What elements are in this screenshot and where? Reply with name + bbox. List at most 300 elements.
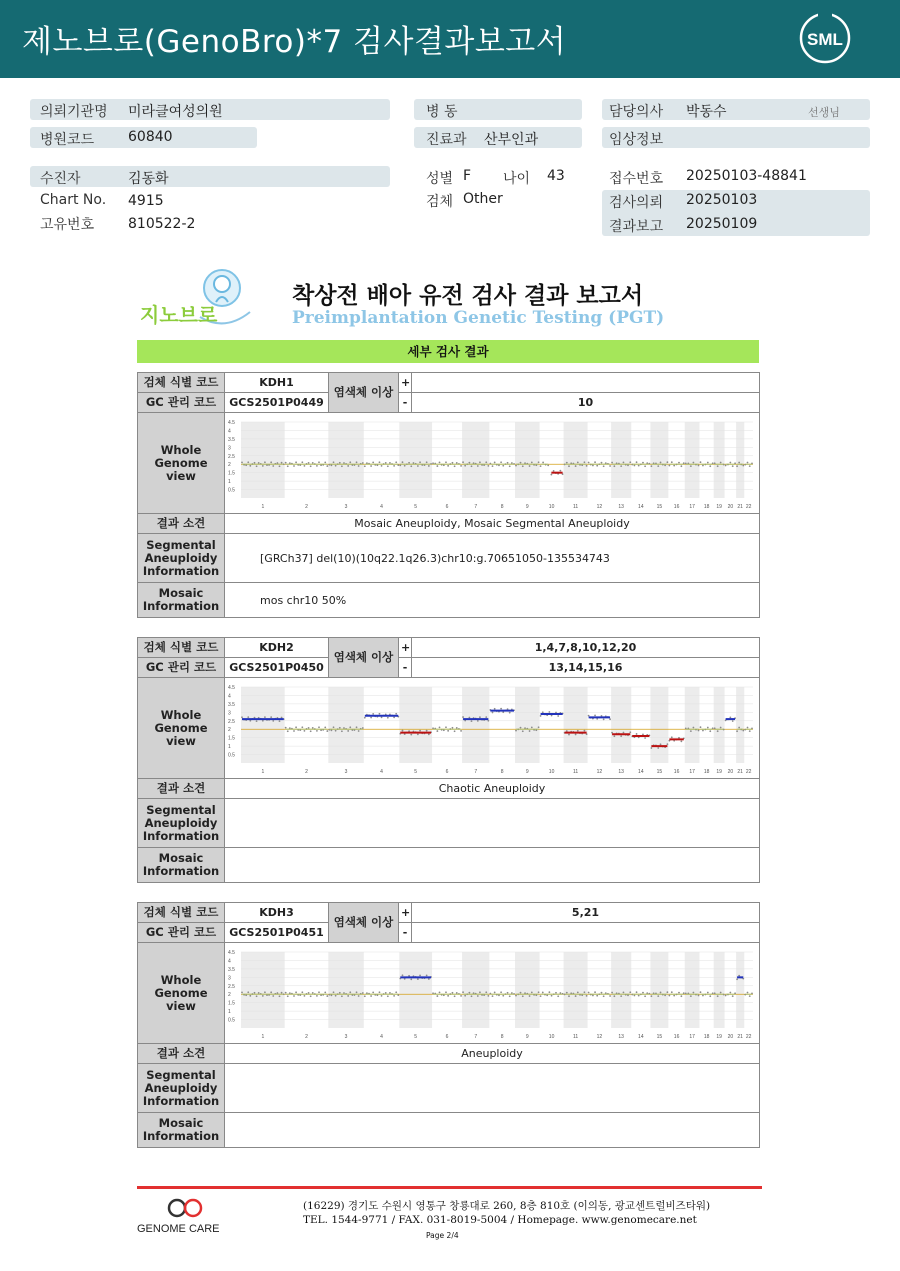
data-point — [385, 991, 387, 993]
data-point — [447, 464, 449, 466]
data-point — [542, 711, 544, 713]
data-point — [456, 992, 458, 994]
data-point — [557, 715, 559, 717]
data-point — [601, 461, 603, 463]
data-point — [272, 465, 274, 467]
data-point — [742, 464, 744, 466]
data-point — [468, 461, 470, 463]
data-point — [460, 730, 462, 732]
data-point — [349, 991, 351, 993]
x-tick-label: 3 — [344, 1033, 348, 1040]
data-point — [511, 992, 513, 994]
finding-label: 결과 소견 — [138, 1044, 225, 1064]
y-tick-label: 4.5 — [228, 419, 235, 426]
age-value: 43 — [547, 168, 565, 184]
y-tick-label: 3 — [228, 444, 231, 451]
data-point — [531, 726, 533, 728]
data-point — [324, 991, 326, 993]
data-point — [700, 726, 702, 728]
data-point — [502, 994, 504, 996]
x-tick-label: 11 — [572, 1033, 579, 1040]
data-point — [471, 465, 473, 467]
data-point — [551, 994, 553, 996]
data-point — [494, 461, 496, 463]
x-tick-label: 7 — [474, 768, 478, 775]
gc-code: GCS2501P0449 — [225, 393, 329, 413]
data-point — [293, 730, 295, 732]
chart-no-label: Chart No. — [40, 192, 107, 208]
data-point — [605, 462, 607, 464]
x-tick-label: 15 — [656, 768, 663, 775]
gain-list: 1,4,7,8,10,12,20 — [412, 638, 760, 658]
data-point — [312, 726, 314, 728]
data-point — [464, 994, 466, 996]
data-point — [364, 465, 366, 467]
data-point — [550, 473, 552, 475]
data-point — [460, 465, 462, 467]
data-point — [362, 992, 364, 994]
data-point — [634, 994, 636, 996]
x-tick-label: 18 — [703, 1033, 710, 1040]
data-point — [462, 461, 464, 463]
sex-value: F — [463, 168, 472, 184]
data-point — [381, 716, 383, 718]
gc-code: GCS2501P0450 — [225, 658, 329, 678]
data-point — [664, 994, 666, 996]
data-point — [566, 461, 568, 463]
data-point — [509, 995, 511, 997]
data-point — [247, 716, 249, 718]
data-point — [343, 992, 345, 994]
data-point — [642, 991, 644, 993]
x-tick-label: 12 — [596, 1033, 603, 1040]
y-tick-label: 2.5 — [228, 718, 235, 725]
x-tick-label: 6 — [445, 768, 449, 775]
data-point — [666, 991, 668, 993]
specimen-value: Other — [463, 191, 503, 207]
data-point — [318, 991, 320, 993]
data-point — [531, 991, 533, 993]
chrom-band — [685, 687, 700, 763]
genome-chart-cell — [225, 413, 760, 514]
x-tick-label: 16 — [673, 503, 680, 510]
id-value: 810522-2 — [128, 216, 196, 232]
data-point — [522, 465, 524, 467]
data-point — [339, 461, 341, 463]
data-point — [270, 716, 272, 718]
data-point — [241, 461, 243, 463]
data-point — [477, 719, 479, 721]
svg-text:SML: SML — [807, 30, 843, 49]
data-point — [304, 465, 306, 467]
x-tick-label: 3 — [344, 768, 348, 775]
chrom-band — [515, 687, 540, 763]
data-point — [605, 992, 607, 994]
x-tick-label: 11 — [572, 768, 579, 775]
x-tick-label: 17 — [689, 503, 695, 510]
chrom-band — [611, 422, 631, 498]
data-point — [529, 730, 531, 732]
data-point — [456, 727, 458, 729]
chrom-band — [399, 687, 432, 763]
data-point — [364, 716, 366, 718]
data-point — [650, 995, 652, 997]
page-number: Page 2/4 — [426, 1231, 459, 1240]
y-tick-label: 4 — [228, 957, 231, 964]
data-point — [468, 991, 470, 993]
data-point — [707, 726, 709, 728]
data-point — [611, 461, 613, 463]
page-header — [0, 0, 900, 78]
data-point — [372, 991, 374, 993]
request-value: 20250103 — [686, 192, 758, 208]
y-tick-label: 2.5 — [228, 453, 235, 460]
data-point — [538, 991, 540, 993]
data-point — [538, 461, 540, 463]
data-point — [356, 726, 358, 728]
data-point — [586, 994, 588, 996]
data-point — [335, 994, 337, 996]
data-point — [492, 995, 494, 997]
svg-text:GENOME CARE: GENOME CARE — [137, 1223, 220, 1235]
data-point — [522, 730, 524, 732]
data-point — [356, 461, 358, 463]
data-point — [747, 726, 749, 728]
ward-label: 병 동 — [426, 104, 458, 120]
x-tick-label: 17 — [689, 1033, 695, 1040]
segmental-value — [225, 1064, 760, 1113]
genome-chart-cell — [225, 678, 760, 779]
data-point — [387, 995, 389, 997]
data-point — [657, 465, 659, 467]
data-point — [439, 461, 441, 463]
data-point — [254, 461, 256, 463]
data-point — [436, 995, 438, 997]
data-point — [575, 733, 577, 735]
svg-text:지노브로: 지노브로 — [140, 303, 218, 327]
data-point — [379, 712, 381, 714]
data-point — [666, 461, 668, 463]
sample-table — [137, 637, 760, 883]
segmental-label: Segmental Aneuploidy Information — [138, 534, 225, 583]
data-point — [285, 726, 287, 728]
data-point — [356, 991, 358, 993]
x-tick-label: 9 — [525, 1033, 529, 1040]
data-point — [310, 730, 312, 732]
data-point — [546, 994, 548, 996]
x-tick-label: 12 — [596, 503, 603, 510]
x-tick-label: 20 — [727, 503, 734, 510]
data-point — [256, 465, 258, 467]
data-point — [477, 995, 479, 997]
data-point — [436, 730, 438, 732]
data-point — [520, 461, 522, 463]
x-tick-label: 19 — [716, 503, 722, 510]
chrom-band — [650, 422, 668, 498]
hospital-code-label: 병원코드 — [40, 132, 95, 148]
data-point — [264, 716, 266, 718]
data-point — [511, 462, 513, 464]
data-point — [638, 994, 640, 996]
x-tick-label: 3 — [344, 503, 348, 510]
data-point — [749, 995, 751, 997]
segmental-value — [225, 799, 760, 848]
chrom-band — [611, 687, 631, 763]
x-tick-label: 13 — [618, 1033, 624, 1040]
data-point — [644, 465, 646, 467]
chrom-band — [241, 687, 285, 763]
data-point — [426, 729, 428, 731]
data-point — [707, 461, 709, 463]
data-point — [428, 733, 430, 735]
x-tick-label: 11 — [572, 503, 579, 510]
data-point — [387, 465, 389, 467]
data-point — [678, 991, 680, 993]
data-point — [479, 461, 481, 463]
data-point — [507, 461, 509, 463]
data-point — [720, 461, 722, 463]
data-point — [542, 991, 544, 993]
mosaic-value: mos chr10 50% — [225, 583, 760, 618]
finding-value: Aneuploidy — [225, 1044, 760, 1064]
loss-list — [412, 923, 760, 943]
x-tick-label: 10 — [548, 768, 555, 775]
x-tick-label: 14 — [638, 768, 644, 775]
finding-label: 결과 소견 — [138, 514, 225, 534]
data-point — [445, 461, 447, 463]
data-point — [358, 465, 360, 467]
data-point — [264, 461, 266, 463]
data-point — [241, 991, 243, 993]
y-tick-label: 1 — [228, 743, 231, 750]
data-point — [594, 714, 596, 716]
data-point — [693, 726, 695, 728]
data-point — [335, 729, 337, 731]
segmental-label: Segmental Aneuploidy Information — [138, 799, 225, 848]
data-point — [262, 995, 264, 997]
chrom-band — [515, 422, 540, 498]
sample-table — [137, 372, 760, 618]
data-point — [347, 465, 349, 467]
data-point — [747, 461, 749, 463]
mosaic-label: Mosaic Information — [138, 848, 225, 883]
x-tick-label: 5 — [414, 503, 418, 510]
chrom-abn-label: 염색체 이상 — [329, 903, 399, 943]
data-point — [507, 991, 509, 993]
data-point — [477, 465, 479, 467]
data-point — [529, 465, 531, 467]
x-tick-label: 1 — [261, 768, 265, 775]
data-point — [613, 735, 615, 737]
data-point — [636, 733, 638, 735]
data-point — [362, 727, 364, 729]
data-point — [462, 991, 464, 993]
data-point — [485, 991, 487, 993]
data-point — [410, 978, 412, 980]
data-point — [393, 994, 395, 996]
data-point — [471, 720, 473, 722]
data-point — [671, 461, 673, 463]
chrom-band — [736, 952, 744, 1028]
data-point — [553, 469, 555, 471]
data-point — [393, 716, 395, 718]
hospital-code-value: 60840 — [128, 129, 173, 145]
sample-code-label: 검체 식별 코드 — [138, 373, 225, 393]
chrom-abn-label: 염색체 이상 — [329, 373, 399, 413]
minus-sign: - — [399, 923, 412, 943]
x-tick-label: 10 — [548, 1033, 555, 1040]
y-tick-label: 4 — [228, 427, 231, 434]
chrom-band — [241, 422, 285, 498]
finding-label: 결과 소견 — [138, 779, 225, 799]
chrom-band — [462, 687, 489, 763]
page-title: 제노브로(GenoBro)*7 검사결과보고서 — [22, 24, 567, 60]
data-point — [707, 991, 709, 993]
data-point — [547, 464, 549, 466]
data-point — [404, 464, 406, 466]
data-point — [698, 994, 700, 996]
plus-sign: + — [399, 373, 412, 393]
data-point — [559, 992, 561, 994]
data-point — [333, 461, 335, 463]
data-point — [709, 730, 711, 732]
doctor-label: 담당의사 — [609, 104, 664, 120]
data-point — [262, 465, 264, 467]
data-point — [747, 991, 749, 993]
x-tick-label: 4 — [380, 503, 383, 510]
data-point — [690, 995, 692, 997]
data-point — [698, 464, 700, 466]
data-point — [395, 461, 397, 463]
data-point — [343, 462, 345, 464]
genome-chart — [225, 944, 757, 1043]
data-point — [548, 991, 550, 993]
data-point — [588, 714, 590, 716]
data-point — [568, 733, 570, 735]
data-point — [326, 995, 328, 997]
data-point — [426, 461, 428, 463]
data-point — [247, 991, 249, 993]
x-tick-label: 6 — [445, 503, 449, 510]
y-tick-label: 4 — [228, 692, 231, 699]
data-point — [326, 465, 328, 467]
data-point — [372, 712, 374, 714]
data-point — [732, 465, 734, 467]
data-point — [742, 729, 744, 731]
data-point — [281, 991, 283, 993]
data-point — [680, 995, 682, 997]
data-point — [627, 994, 629, 996]
y-tick-label: 0.5 — [228, 487, 235, 494]
section-title: 세부 검사 결과 — [137, 340, 759, 363]
x-tick-label: 1 — [261, 1033, 265, 1040]
data-point — [385, 461, 387, 463]
data-point — [498, 994, 500, 996]
chrom-band — [462, 952, 489, 1028]
data-point — [664, 464, 666, 466]
data-point — [277, 992, 279, 994]
data-point — [402, 974, 404, 976]
chrom-band — [462, 422, 489, 498]
data-point — [473, 992, 475, 994]
data-point — [540, 465, 542, 467]
data-point — [557, 995, 559, 997]
y-tick-label: 1.5 — [228, 735, 235, 742]
x-tick-label: 18 — [703, 503, 710, 510]
data-point — [258, 462, 260, 464]
chrom-band — [685, 422, 700, 498]
data-point — [729, 716, 731, 718]
data-point — [594, 991, 596, 993]
data-point — [603, 718, 605, 720]
data-point — [295, 991, 297, 993]
data-point — [452, 461, 454, 463]
data-point — [596, 464, 598, 466]
data-point — [270, 461, 272, 463]
data-point — [293, 995, 295, 997]
data-point — [629, 461, 631, 463]
data-point — [347, 995, 349, 997]
data-point — [575, 465, 577, 467]
minus-sign: - — [399, 393, 412, 413]
data-point — [498, 464, 500, 466]
sample-code: KDH2 — [225, 638, 329, 658]
gc-code-label: GC 관리 코드 — [138, 923, 225, 943]
chrom-band — [685, 952, 700, 1028]
footer-divider — [137, 1186, 762, 1189]
data-point — [540, 995, 542, 997]
data-point — [256, 720, 258, 722]
data-point — [636, 991, 638, 993]
data-point — [454, 995, 456, 997]
data-point — [620, 465, 622, 467]
data-point — [312, 991, 314, 993]
department-label: 진료과 — [426, 132, 467, 148]
genobro-logo — [140, 262, 260, 332]
gain-list — [412, 373, 760, 393]
minus-sign: - — [399, 658, 412, 678]
chrom-band — [328, 952, 363, 1028]
data-point — [738, 461, 740, 463]
chrom-band — [328, 687, 363, 763]
data-point — [395, 712, 397, 714]
data-point — [387, 716, 389, 718]
data-point — [456, 462, 458, 464]
genome-care-logo — [137, 1198, 237, 1238]
y-tick-label: 2.5 — [228, 983, 235, 990]
data-point — [555, 991, 557, 993]
x-tick-label: 7 — [474, 503, 478, 510]
data-point — [603, 995, 605, 997]
data-point — [295, 461, 297, 463]
x-tick-label: 19 — [716, 768, 722, 775]
receipt-label: 접수번호 — [609, 171, 664, 187]
data-point — [419, 461, 421, 463]
data-point — [460, 995, 462, 997]
data-point — [485, 716, 487, 718]
x-tick-label: 14 — [638, 1033, 644, 1040]
data-point — [736, 978, 738, 980]
data-point — [301, 726, 303, 728]
data-point — [287, 730, 289, 732]
data-point — [698, 729, 700, 731]
data-point — [542, 461, 544, 463]
data-point — [627, 464, 629, 466]
data-point — [609, 465, 611, 467]
data-point — [588, 991, 590, 993]
data-point — [738, 974, 740, 976]
x-tick-label: 2 — [305, 1033, 308, 1040]
